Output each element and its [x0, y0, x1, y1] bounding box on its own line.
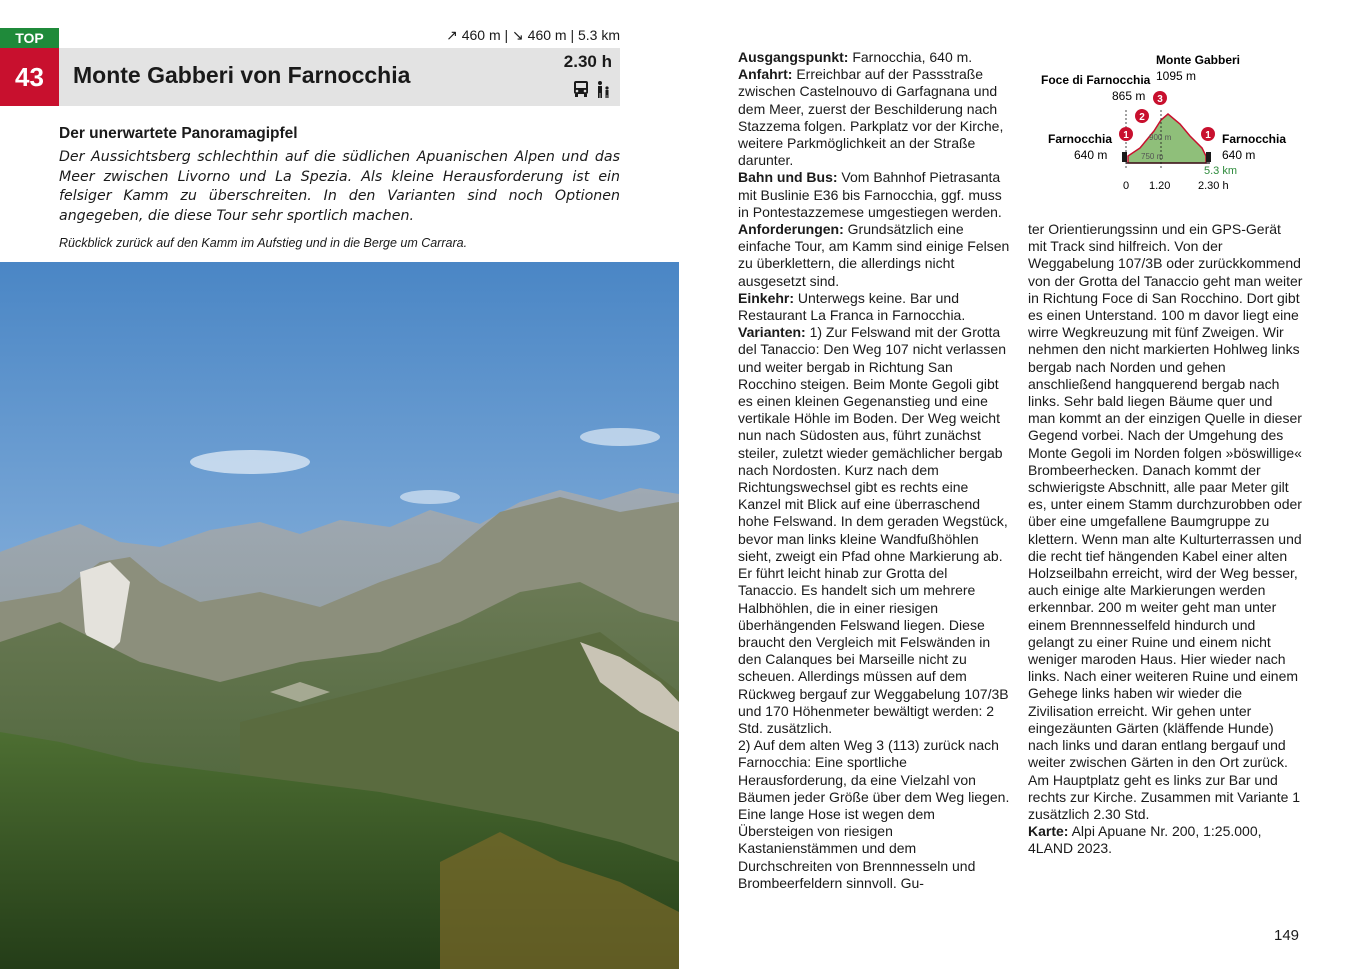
time-tick-2: 2.30 h	[1198, 180, 1229, 192]
tour-stats: ↗ 460 m | ↘ 460 m | 5.3 km	[446, 27, 620, 43]
marker-1-end: 1	[1205, 130, 1211, 141]
photo-caption: Rückblick zurück auf den Kamm im Aufstieg und in die Berge um Carrara.	[59, 236, 468, 250]
tour-subtitle: Der unerwartete Panoramagipfel	[59, 125, 298, 142]
end-name: Farnocchia	[1222, 132, 1287, 146]
tour-number: 43	[0, 48, 59, 106]
intro-text: Der Aussichtsberg schlechthin auf die südlichen Apuanischen Alpen und das Meer zwischen Livorno und La Spezia. Als kleine Herausforderung ist ein felsiger Kamm zu überschreiten. In den Varianten sind noch Optionen angegeben, die diese Tour sehr sportlich machen.	[59, 149, 620, 224]
info-transit: Bahn und Bus: Vom Bahnhof Pietrasanta mit Buslinie E36 bis Farnocchia, ggf. muss in Pontestazzemese umgestiegen werden.	[738, 169, 1002, 220]
info-start: Ausgangspunkt: Farnocchia, 640 m.	[738, 49, 973, 65]
total-distance: 5.3 km	[1204, 165, 1238, 177]
marker-1-start: 1	[1123, 130, 1129, 141]
time-tick-1: 1.20	[1149, 180, 1171, 192]
time-tick-0: 0	[1123, 180, 1130, 192]
transport-icons	[572, 80, 612, 98]
info-map: Karte: Alpi Apuane Nr. 200, 1:25.000, 4LAND 2023.	[1028, 823, 1262, 857]
family-icon	[594, 80, 612, 98]
peak-name: Monte Gabberi	[1156, 53, 1241, 67]
tour-duration: 2.30 h	[563, 52, 612, 71]
marker-3: 3	[1157, 94, 1163, 105]
mid-alt: 900 m	[1149, 133, 1172, 142]
peak-alt: 1095 m	[1156, 69, 1197, 83]
info-column	[738, 49, 1010, 892]
mountain-photo	[0, 262, 679, 969]
elevation-profile	[1030, 48, 1330, 198]
pass-name: Foce di Farnocchia	[1041, 73, 1151, 87]
start-alt: 640 m	[1074, 148, 1108, 162]
page-number: 149	[1274, 927, 1300, 944]
info-variants: Varianten: 1) Zur Felswand mit der Grotta del Tanaccio: Den Weg 107 nicht verlassen und weiter bergab in Richtung San Rocchino steigen. Beim Monte Gegoli gibt es einen kleinen Gegenanstieg und eine vertikale Höhle im Boden. Der Weg weicht nun nach Südosten aus, führt zunächst steiler, zuletzt wieder gemächlicher bergab nach Nordosten. Kurz nach dem Richtungswechsel gibt es rechts eine Kanzel mit Blick auf eine überraschend hohe Felswand. In dem geraden Wegstück, bevor man links kleine Wandfußhöhlen sieht, zweigt ein Pfad ohne Markierung ab. Er führt leicht hinab zur Grotta del Tanaccio. Es handelt sich um mehrere Halbhöhlen, die in einer riesigen überhängenden Felswand liegen. Diese braucht den Vergleich mit Felswänden in den Calanques bei Marseille nicht zu scheuen. Allerdings müssen auf dem Rückweg bergauf zur Weggabelung 107/3B und 170 Höhenmeter bewältigt werden: 2 Std. zusätzlich.	[738, 324, 1009, 736]
info-access: Anfahrt: Erreichbar auf der Passstraße zwischen Castelnouvo di Garfagnana und dem Meer, zuerst der Beschilderung nach Stazzema folgen. Parkplatz vor der Kirche, weitere Parkmöglichkeit an der Straße darunter.	[738, 66, 1004, 169]
info-food: Einkehr: Unterwegs keine. Bar und Restaurant La Franca in Farnocchia.	[738, 289, 966, 324]
tour-title: Monte Gabberi von Farnocchia	[73, 62, 411, 88]
marker-2: 2	[1139, 112, 1145, 123]
bus-icon	[572, 80, 590, 98]
info-requirements: Anforderungen: Grundsätzlich eine einfache Tour, am Kamm sind einige Felsen zu überklettern, die allerdings nicht ausgesetzt sind.	[738, 221, 1010, 289]
end-alt: 640 m	[1222, 148, 1256, 162]
title-bar	[59, 48, 620, 106]
route-description: ter Orientierungssinn und ein GPS-Gerät mit Track sind hilfreich. Von der Weggabelung 107/3B oder zurückkommend von der Grotta del Tanaccio geht man weiter in Richtung Foce di San Rocchino. Dort gibt es einen Unterstand. 100 m davor liegt eine wirre Wegkreuzung mit fünf Zweigen. Wir nehmen den nicht markierten Hohlweg links bergab nach Norden und gehen anschließend hangquerend bergab nach links. Sehr bald liegen Bäume quer und man kommt an der einzigen Quelle in dieser Gegend vorbei. Nach der Umgehung des Monte Gegoli im Norden folgen »böswillige« Brombeerhecken. Danach kommt der schwierigste Abschnitt, alle paar Meter gilt es, unter einem Stamm durchzurobben oder über eine umgefallene Baumgruppe zu klettern. Wenn man alte Kulturterrassen und die recht tief hängenden Kabel einer alten Holzseilbahn erreicht, wird der Weg besser, auch einige alte Markierungen werden erkennbar. 200 m weiter geht man unter einem Brennnesselfeld hindurch und gelangt zu einer Ruine und einem nicht weniger maroden Haus. Hier wieder nach links. Nach einer weiteren Ruine und einem Gehege links haben wir wieder die Zivilisation erreicht. Wir gehen unter eingezäunten Gärten (kläffende Hunde) nach links und daran entlang bergauf und weiter zwischen Gärten in den Ort zurück. Am Hauptplatz geht es links zur Bar und rechts zur Kirche. Zusammen mit Variante 1 zusätzlich 2.30 Std.	[1028, 221, 1303, 822]
low-alt: 750 m	[1141, 152, 1164, 161]
start-name: Farnocchia	[1048, 132, 1113, 146]
pass-alt: 865 m	[1112, 89, 1146, 103]
continuation-column	[1028, 221, 1303, 858]
top-badge: TOP	[0, 28, 59, 48]
info-variant-2: 2) Auf dem alten Weg 3 (113) zurück nach Farnocchia: Eine sportliche Herausforderung, da eine Vielzahl von Bäumen jeder Größe über dem Weg liegen. Eine lange Hose ist wegen dem Übersteigen von riesigen Kastanienstämmen und dem Durchschreiten von Brennnesseln und Brombeerfeldern sinnvoll. Gu-	[738, 737, 1010, 891]
